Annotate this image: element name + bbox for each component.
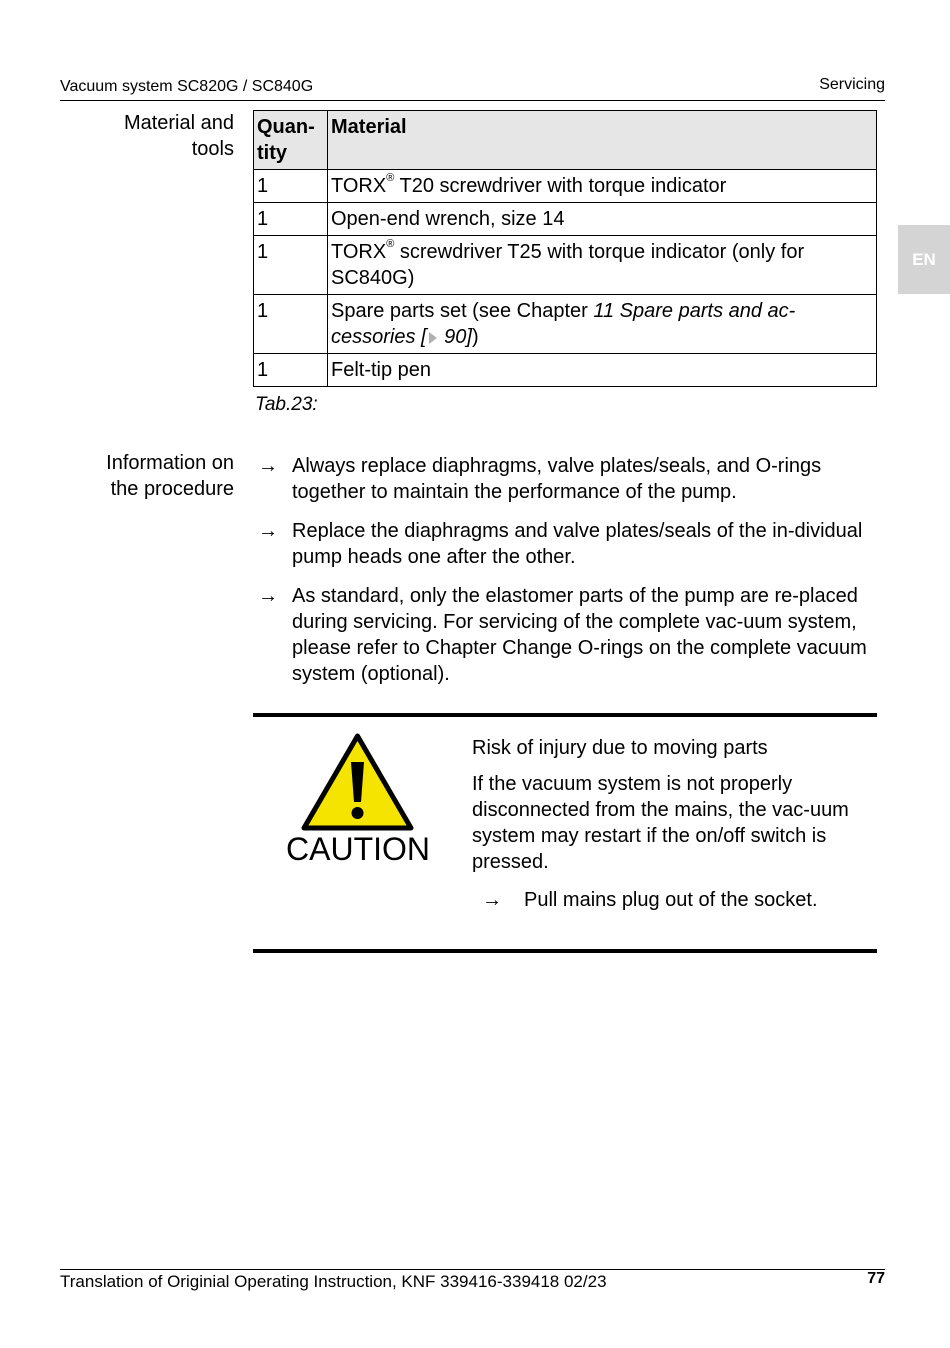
page-reference-arrow-icon <box>429 332 437 344</box>
material-cell <box>328 295 877 354</box>
footer-text: Translation of Originial Operating Instruction, KNF 339416-339418 02/23 <box>60 1272 607 1291</box>
arrow-right-icon: → <box>258 455 278 477</box>
column-header-quantity: Quan- tity <box>254 111 328 170</box>
list-item <box>258 518 880 570</box>
warning-top-rule <box>253 713 877 717</box>
table-row <box>254 170 877 203</box>
chapter-reference-title: 11 Spare parts and ac-cessories [ <box>331 300 796 348</box>
page-reference-number: 90] <box>438 326 472 348</box>
materials-side-label: Material and tools <box>123 112 234 160</box>
header-divider <box>60 100 885 101</box>
materials-table <box>253 110 877 387</box>
warning-triangle-icon <box>300 732 415 837</box>
table-row <box>254 354 877 387</box>
warning-action-text: Pull mains plug out of the socket. <box>524 889 818 911</box>
list-item <box>258 583 880 687</box>
warning-body: If the vacuum system is not properly disconnected from the mains, the vac-uum system may restart if the on/off switch is pressed. <box>472 773 849 873</box>
arrow-right-icon: → <box>258 585 278 607</box>
quantity-cell: 1 <box>254 203 328 236</box>
quantity-cell: 1 <box>254 236 328 295</box>
list-item-text: Always replace diaphragms, valve plates/seals, and O-rings together to maintain the performance of the pump. <box>292 455 822 503</box>
table-header-row <box>254 111 877 170</box>
procedure-list <box>258 453 880 700</box>
column-header-material: Material <box>328 111 877 170</box>
list-item-text: As standard, only the elastomer parts of the pump are re-placed during servicing. For servicing of the complete vac-uum system, please refer to Chapter Change O-rings on the complete vacuum system (optional). <box>292 585 867 685</box>
table-caption: Tab.23: <box>255 394 318 415</box>
quantity-cell: 1 <box>254 170 328 203</box>
quantity-cell: 1 <box>254 354 328 387</box>
material-cell: Felt-tip pen <box>328 354 877 387</box>
arrow-right-icon: → <box>482 889 502 911</box>
material-cell <box>328 236 877 295</box>
warning-bottom-rule <box>253 949 877 953</box>
table-row <box>254 295 877 354</box>
material-text: Spare parts set (see Chapter <box>331 300 594 322</box>
material-text: T20 screwdriver with torque indicator <box>394 175 727 197</box>
material-text: TORX <box>331 175 387 197</box>
warning-title: Risk of injury due to moving parts <box>472 737 768 759</box>
material-text: TORX <box>331 241 387 263</box>
list-item-text: Replace the diaphragms and valve plates/seals of the in-dividual pump heads one after the other. <box>292 520 863 568</box>
procedure-side-label: Information on the procedure <box>106 452 234 500</box>
signal-word: CAUTION <box>286 831 430 867</box>
section-title: Servicing <box>819 76 885 93</box>
arrow-right-icon: → <box>258 520 278 542</box>
registered-mark: ® <box>386 172 395 185</box>
list-item <box>258 453 880 505</box>
warning-action <box>472 887 882 913</box>
material-cell: Open-end wrench, size 14 <box>328 203 877 236</box>
page-number: 77 <box>867 1270 885 1287</box>
registered-mark: ® <box>386 238 395 251</box>
material-text: ) <box>471 326 479 348</box>
material-text: screwdriver T25 with torque indicator (only for SC840G) <box>331 241 805 289</box>
language-tab[interactable]: EN <box>898 225 950 294</box>
material-cell <box>328 170 877 203</box>
document-title: Vacuum system SC820G / SC840G <box>60 78 314 95</box>
warning-message <box>472 735 882 913</box>
quantity-cell: 1 <box>254 295 328 354</box>
footer-divider <box>60 1269 885 1270</box>
table-row <box>254 236 877 295</box>
table-row <box>254 203 877 236</box>
